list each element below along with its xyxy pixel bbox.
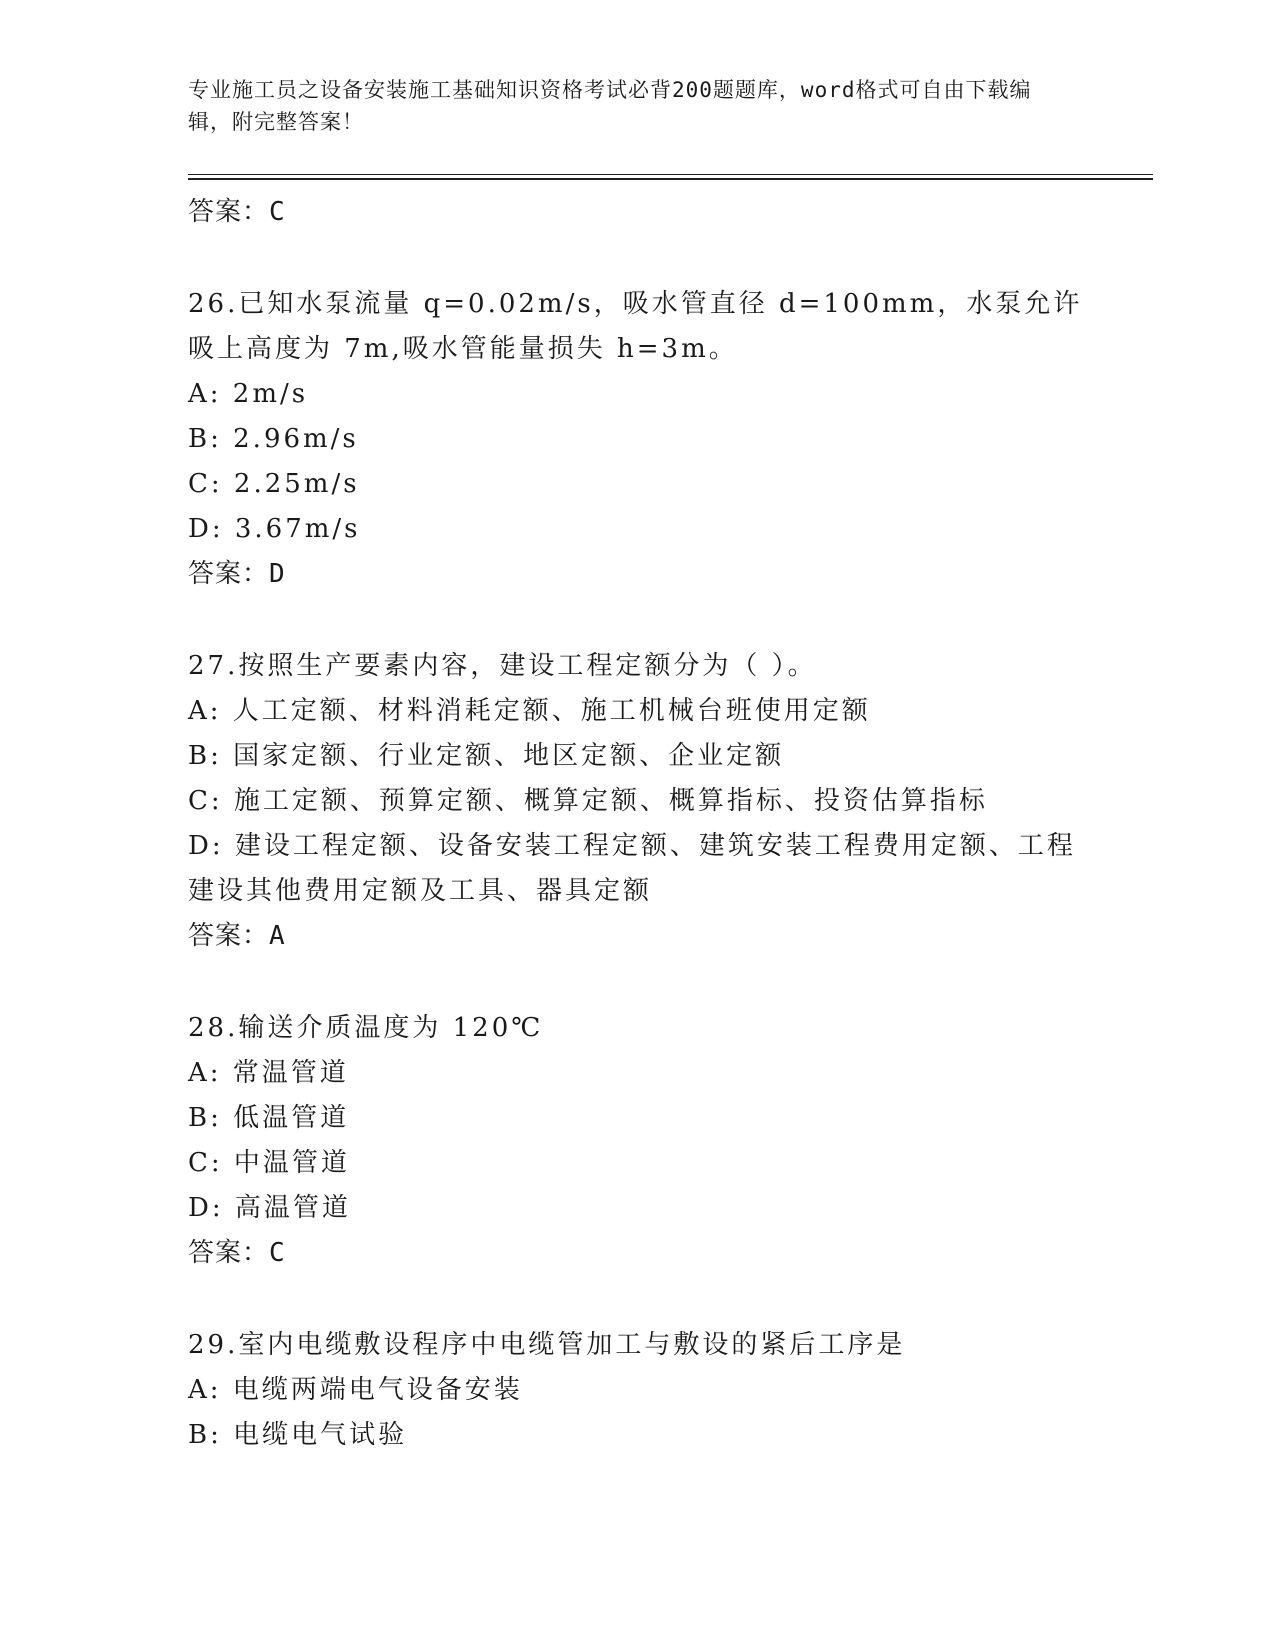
question-stem: 27.按照生产要素内容，建设工程定额分为（ ）。 xyxy=(188,651,817,681)
question-stem: 26.已知水泵流量 q=0.02m/s，吸水管直径 d=100mm，水泵允许吸上高度为 7m,吸水管能量损失 h=3m。 xyxy=(188,289,1083,364)
answer-line: 答案：A xyxy=(188,921,286,951)
header-divider-thin xyxy=(188,174,1153,175)
option-a: A: 电缆两端电气设备安装 xyxy=(188,1375,523,1405)
option-d: D: 建设工程定额、设备安装工程定额、建筑安装工程费用定额、工程建设其他费用定额及工具、器具定额 xyxy=(188,831,1076,906)
question-list xyxy=(188,190,1088,1458)
option-a: A: 人工定额、材料消耗定额、施工机械台班使用定额 xyxy=(188,696,871,726)
option-b: B: 2.96m/s xyxy=(188,424,359,454)
question-stem: 28.输送介质温度为 120℃ xyxy=(188,1013,544,1043)
question-block xyxy=(188,1006,1088,1276)
answer-line: 答案：D xyxy=(188,559,286,589)
option-b: B: 国家定额、行业定额、地区定额、企业定额 xyxy=(188,741,785,771)
option-c: C: 施工定额、预算定额、概算定额、概算指标、投资估算指标 xyxy=(188,786,988,816)
answer-line: 答案：C xyxy=(188,1238,286,1268)
question-block xyxy=(188,282,1088,597)
option-c: C: 2.25m/s xyxy=(188,469,360,499)
option-b: B: 低温管道 xyxy=(188,1103,350,1133)
question-block xyxy=(188,644,1088,959)
option-b: B: 电缆电气试验 xyxy=(188,1420,408,1450)
question-stem: 29.室内电缆敷设程序中电缆管加工与敷设的紧后工序是 xyxy=(188,1330,906,1360)
answer-line: 答案：C xyxy=(188,197,286,227)
option-d: D: 高温管道 xyxy=(188,1193,351,1223)
option-d: D: 3.67m/s xyxy=(188,514,361,544)
document-header: 专业施工员之设备安装施工基础知识资格考试必背200题题库，word格式可自由下载编辑，附完整答案！ xyxy=(188,78,1032,134)
header-divider-thick xyxy=(188,178,1153,180)
option-a: A: 常温管道 xyxy=(188,1058,349,1088)
option-a: A: 2m/s xyxy=(188,379,309,409)
question-block xyxy=(188,1323,1088,1458)
option-c: C: 中温管道 xyxy=(188,1148,350,1178)
